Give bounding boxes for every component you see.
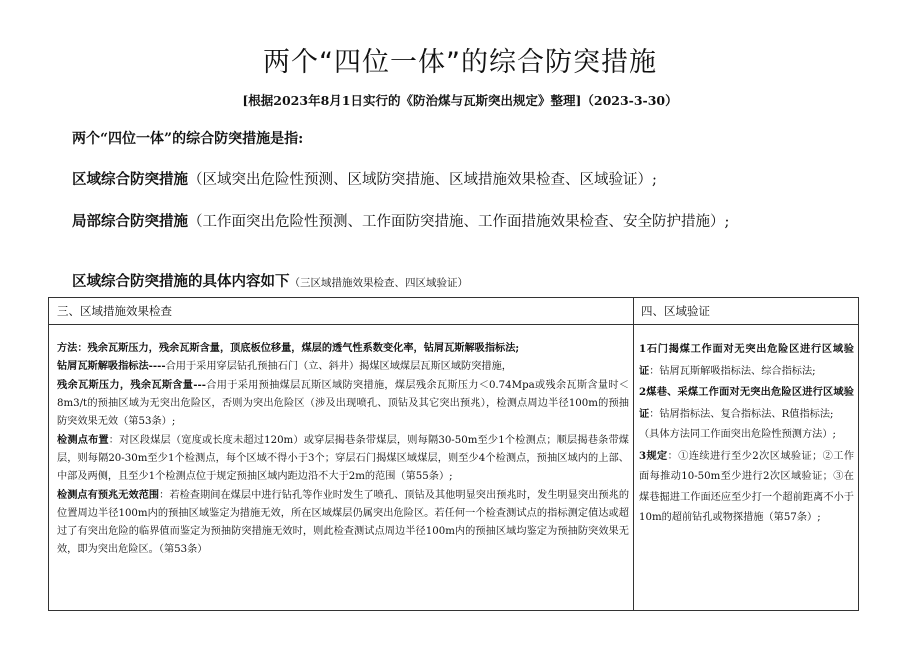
document-subtitle: [根据2023年8月1日实行的《防治煤与瓦斯突出规定》整理]（2023-3-30） xyxy=(242,93,678,108)
effect-check-para-residual xyxy=(57,376,629,431)
para-text: 合用于采用穿层钻孔预抽石门（立、斜井）揭煤区域煤层瓦斯区域防突措施， xyxy=(165,361,512,372)
para-text: ：对区段煤层（宽度或长度未超过120m）或穿层揭巷条带煤层，则每隔30-50m至少1个检测点；顺层揭巷条带煤层，则每隔20-30m至少1个检测点，每个区域不得小于3个；穿层石门揭煤区域煤层，则至少4个检测点，预抽区域内的上部、中部及两侧，且至少1个检测点位于规定预抽区域内距边沿不大于2m的范围（第55条）; xyxy=(57,435,629,482)
verification-para-1 xyxy=(639,339,854,382)
para-label: 检测点有预兆无效范围 xyxy=(57,489,160,501)
para-text: ：①连续进行至少2次区域验证；②工作面每推动10-50m至少进行2次区域验证；③在煤巷掘进工作面还应至少打一个超前距离不小于10m的超前钻孔或物探措施（第57条）; xyxy=(639,450,855,523)
table-header-right: 四、区域验证 xyxy=(641,304,710,318)
para-label: 2煤巷、采煤工作面对无突出危险区进行区域验证 xyxy=(639,386,854,420)
section-heading-text: 区域综合防突措施的具体内容如下 xyxy=(72,273,290,290)
local-measures-line xyxy=(72,210,729,231)
section-heading-note: （三区域措施效果检查、四区域验证） xyxy=(289,277,468,289)
verification-para-2-note: （具体方法同工作面突出危险性预测方法）; xyxy=(639,429,836,440)
para-text: ：若检查期间在煤层中进行钻孔等作业时发生了喷孔、顶钻及其他明显突出预兆时，发生明显突出预兆的位置周边半径100m内的预抽区域鉴定为措施无效，所在区域煤层仍属突出危险区。若任何一个检查测试点的指标测定值达或超过了有突出危险的临界值而鉴定为预抽防突措施无效时，则此检查测试点周边半径100m内的预抽区域均鉴定为预抽防突效果无效，即为突出危险区。（第53条） xyxy=(57,490,630,555)
effect-check-para-invalid-range xyxy=(57,486,629,559)
regional-measures-label: 区域综合防突措施 xyxy=(72,171,188,188)
effect-check-cell xyxy=(57,339,629,559)
table-header-divider xyxy=(49,324,858,325)
local-measures-label: 局部综合防突措施 xyxy=(72,213,188,230)
para-text: ：钻屑瓦斯解吸指标法、综合指标法; xyxy=(649,365,816,377)
effect-check-methods: 方法：残余瓦斯压力，残余瓦斯含量，顶底板位移量，煤层的透气性系数变化率，钻屑瓦斯解吸指标法; xyxy=(57,342,520,354)
verification-cell xyxy=(639,339,854,529)
intro-line: 两个“四位一体”的综合防突措施是指: xyxy=(72,131,304,147)
document-title: 两个“四位一体”的综合防突措施 xyxy=(263,47,657,78)
para-label: 1石门揭煤工作面对无突出危险区进行区域验证 xyxy=(639,343,854,377)
para-label: 3规定 xyxy=(639,449,668,462)
section-heading xyxy=(72,270,468,291)
local-measures-items: （工作面突出危险性预测、工作面防突措施、工作面措施效果检查、安全防护措施）; xyxy=(188,214,730,230)
table-column-divider xyxy=(633,298,634,610)
para-label: 残余瓦斯压力，残余瓦斯含量--- xyxy=(57,379,206,391)
verification-para-3 xyxy=(639,446,854,529)
para-label: 钻屑瓦斯解吸指标法---- xyxy=(57,360,166,372)
para-text: 合用于采用预抽煤层瓦斯区域防突措施，煤层残余瓦斯压力＜0.74Mpa或残余瓦斯含量时＜8m3/t的预抽区域为无突出危险区，否则为突出危险区（涉及出现喷孔、顶钻及其它突出预兆），检测点周边半径100m的预抽防突效果无效（第53条）; xyxy=(57,380,629,427)
measures-table xyxy=(48,297,859,611)
regional-measures-items: （区域突出危险性预测、区域防突措施、区域措施效果检查、区域验证）; xyxy=(188,172,657,188)
regional-measures-line xyxy=(72,168,657,189)
para-label: 检测点布置 xyxy=(57,434,109,446)
para-text: ：钻屑指标法、复合指标法、R值指标法; xyxy=(649,408,834,420)
table-header-left: 三、区域措施效果检查 xyxy=(57,304,172,318)
verification-para-2 xyxy=(639,382,854,425)
effect-check-para-desorption xyxy=(57,357,629,376)
effect-check-para-layout xyxy=(57,431,629,486)
